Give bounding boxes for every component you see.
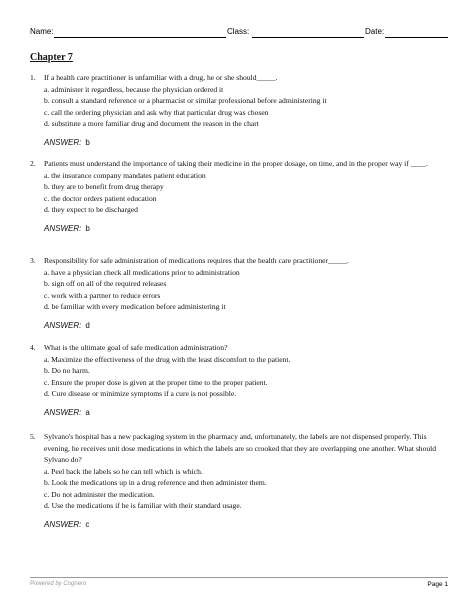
date-field[interactable] <box>385 37 448 38</box>
choice-c: c. Ensure the proper dose is given at the proper time to the proper patient. <box>44 377 268 387</box>
question-4 <box>30 342 448 418</box>
answer-label: ANSWER: <box>44 519 82 529</box>
question-number: 5. <box>30 432 36 441</box>
question-stem: What is the ultimate goal of safe medication administration? <box>44 343 228 352</box>
answer-label: ANSWER: <box>44 223 82 233</box>
answer-label: ANSWER: <box>44 407 82 417</box>
choice-d: d. be familiar with every medication before administering it <box>44 302 226 311</box>
answer-value: b <box>85 223 90 233</box>
choice-d: d. Cure disease or minimize symptoms if a cure is not possible. <box>44 389 237 398</box>
question-number: 2. <box>30 159 36 168</box>
question-5 <box>30 431 448 530</box>
choice-c: c. the doctor orders patient education <box>44 193 157 203</box>
date-label: Date: <box>365 27 385 36</box>
question-2 <box>30 158 448 234</box>
question-number: 4. <box>30 343 36 352</box>
answer-value: d <box>85 320 90 330</box>
answer-label: ANSWER: <box>44 137 82 147</box>
choice-a: a. administer it regardless, because the physician ordered it <box>44 84 224 94</box>
name-label: Name: <box>30 27 54 36</box>
answer-value: b <box>85 137 90 147</box>
choice-a: a. have a physician check all medications prior to administration <box>44 267 240 277</box>
answer-value: c <box>85 519 90 529</box>
question-stem: Responsibility for safe administration of medications requires that the health care practitioner_____. <box>44 256 349 265</box>
answer-value: a <box>85 407 90 417</box>
answer-line <box>30 320 448 332</box>
choice-d: d. substitute a more familiar drug and document the reason in the chart <box>44 119 259 128</box>
choice-c: c. Do not administer the medication. <box>44 489 155 499</box>
choice-a: a. Peel back the labels so he can tell which is which. <box>44 466 203 476</box>
footer-divider <box>30 577 448 578</box>
choice-b: b. consult a standard reference or a pharmacist or similar professional before administering it <box>44 96 327 105</box>
student-info-header <box>30 27 448 41</box>
question-number: 3. <box>30 256 36 265</box>
question-stem: If a health care practitioner is unfamiliar with a drug, he or she should_____. <box>44 73 278 82</box>
choice-c: c. work with a partner to reduce errors <box>44 290 161 300</box>
answer-line <box>30 223 448 235</box>
powered-by-text: Powered by Cognero <box>30 581 87 587</box>
choice-b: b. sign off on all of the required releases <box>44 279 167 288</box>
class-label: Class: <box>227 27 250 36</box>
answer-line <box>30 407 448 419</box>
choice-a: a. Maximize the effectiveness of the drug with the least discomfort to the patient. <box>44 354 291 364</box>
answer-line <box>30 137 448 149</box>
choice-a: a. the insurance company mandates patient education <box>44 170 206 180</box>
choice-b: b. Look the medications up in a drug reference and then administer them. <box>44 478 267 487</box>
question-1 <box>30 72 448 148</box>
choice-d: d. Use the medications if he is familiar with their standard usage. <box>44 501 242 510</box>
question-stem: Sylvano's hospital has a new packaging system in the pharmacy and, unfortunately, the labels are not dispensed properly. This evening, he receives unit dose medications in which the labels are so crooked that they are overlapping one another. What should Sylvano do? <box>44 432 438 464</box>
choice-b: b. they are to benefit from drug therapy <box>44 182 164 191</box>
answer-line <box>30 519 448 531</box>
question-stem: Patients must understand the importance of taking their medicine in the proper dosage, on time, and in the proper way if ____. <box>44 159 428 168</box>
choice-c: c. call the ordering physician and ask why that particular drug was chosen <box>44 107 269 117</box>
choice-d: d. they expect to be discharged <box>44 205 138 214</box>
choice-b: b. Do no harm. <box>44 366 90 375</box>
page-number: Page 1 <box>427 581 448 588</box>
answer-label: ANSWER: <box>44 320 82 330</box>
name-field[interactable] <box>54 37 226 38</box>
chapter-title: Chapter 7 <box>30 52 73 63</box>
class-field[interactable] <box>252 37 364 38</box>
question-3 <box>30 255 448 331</box>
question-number: 1. <box>30 73 36 82</box>
